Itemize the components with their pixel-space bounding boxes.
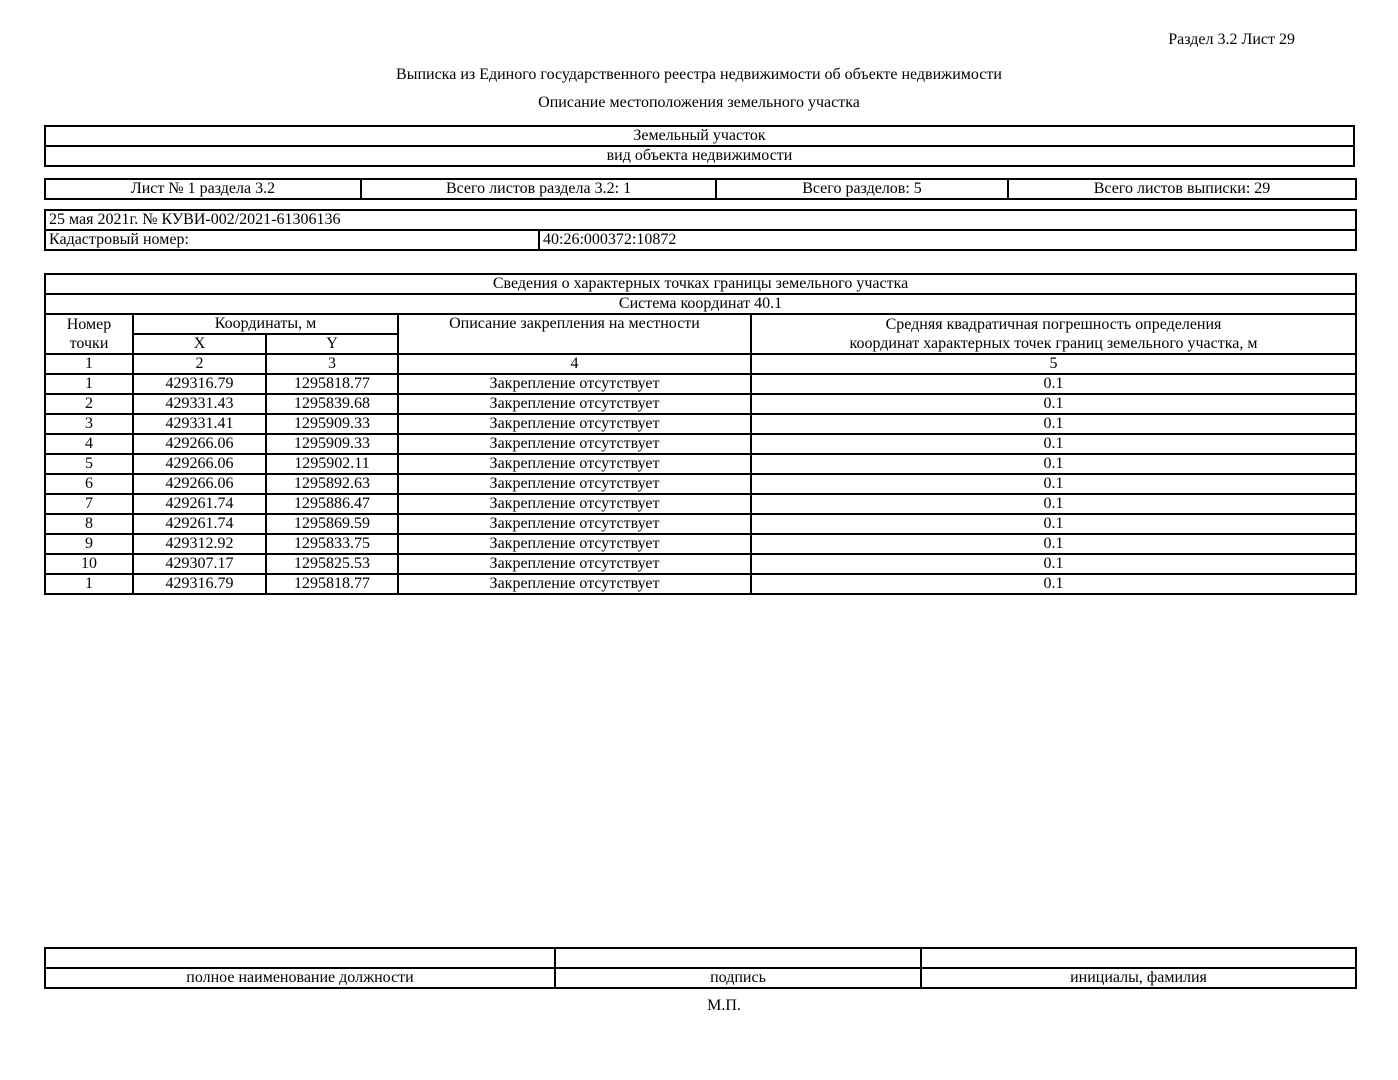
col-y: Y bbox=[266, 334, 398, 354]
coord-x: 429331.43 bbox=[133, 394, 266, 414]
coord-x: 429261.74 bbox=[133, 514, 266, 534]
table-row bbox=[45, 494, 1356, 514]
name-field bbox=[921, 948, 1356, 968]
coord-y: 1295902.11 bbox=[266, 454, 398, 474]
col-num-5: 5 bbox=[751, 354, 1356, 374]
coord-y: 1295833.75 bbox=[266, 534, 398, 554]
coord-y: 1295869.59 bbox=[266, 514, 398, 534]
error-value: 0.1 bbox=[751, 534, 1356, 554]
signature-caption: подпись bbox=[555, 968, 921, 988]
fixing-description: Закрепление отсутствует bbox=[398, 374, 751, 394]
point-number: 7 bbox=[45, 494, 133, 514]
error-value: 0.1 bbox=[751, 574, 1356, 594]
coord-y: 1295909.33 bbox=[266, 434, 398, 454]
point-number: 10 bbox=[45, 554, 133, 574]
table-row bbox=[45, 454, 1356, 474]
stamp-place: М.П. bbox=[707, 997, 741, 1014]
coord-x: 429266.06 bbox=[133, 454, 266, 474]
coordinate-system: Система координат 40.1 bbox=[45, 294, 1356, 314]
object-type-table bbox=[44, 125, 1355, 167]
position-field bbox=[45, 948, 555, 968]
total-sections: Всего разделов: 5 bbox=[716, 179, 1008, 199]
error-value: 0.1 bbox=[751, 374, 1356, 394]
table-row bbox=[45, 474, 1356, 494]
coord-y: 1295892.63 bbox=[266, 474, 398, 494]
coord-x: 429316.79 bbox=[133, 574, 266, 594]
col-x: X bbox=[133, 334, 266, 354]
coord-y: 1295818.77 bbox=[266, 374, 398, 394]
object-type: Земельный участок bbox=[45, 126, 1354, 146]
table-row bbox=[45, 574, 1356, 594]
coord-y: 1295825.53 bbox=[266, 554, 398, 574]
col-coordinates: Координаты, м bbox=[133, 314, 398, 334]
error-value: 0.1 bbox=[751, 514, 1356, 534]
fixing-description: Закрепление отсутствует bbox=[398, 434, 751, 454]
table-row bbox=[45, 394, 1356, 414]
coord-x: 429316.79 bbox=[133, 374, 266, 394]
coord-x: 429307.17 bbox=[133, 554, 266, 574]
coord-x: 429261.74 bbox=[133, 494, 266, 514]
boundary-points-table bbox=[44, 273, 1357, 595]
fixing-description: Закрепление отсутствует bbox=[398, 454, 751, 474]
table-row bbox=[45, 554, 1356, 574]
col-num-1: 1 bbox=[45, 354, 133, 374]
coord-x: 429312.92 bbox=[133, 534, 266, 554]
error-value: 0.1 bbox=[751, 454, 1356, 474]
error-value: 0.1 bbox=[751, 494, 1356, 514]
coord-y: 1295839.68 bbox=[266, 394, 398, 414]
coord-x: 429266.06 bbox=[133, 474, 266, 494]
point-number: 1 bbox=[45, 374, 133, 394]
col-num-3: 3 bbox=[266, 354, 398, 374]
points-table-title: Сведения о характерных точках границы земельного участка bbox=[45, 274, 1356, 294]
point-number: 8 bbox=[45, 514, 133, 534]
name-caption: инициалы, фамилия bbox=[921, 968, 1356, 988]
cadastral-number: 40:26:000372:10872 bbox=[539, 230, 1356, 250]
page-reference: Раздел 3.2 Лист 29 bbox=[1168, 31, 1295, 48]
position-caption: полное наименование должности bbox=[45, 968, 555, 988]
cadastral-label: Кадастровый номер: bbox=[45, 230, 539, 250]
fixing-description: Закрепление отсутствует bbox=[398, 414, 751, 434]
error-value: 0.1 bbox=[751, 474, 1356, 494]
extract-date-number: 25 мая 2021г. № КУВИ-002/2021-61306136 bbox=[45, 210, 1356, 230]
coord-x: 429331.41 bbox=[133, 414, 266, 434]
col-point-number: Номер точки bbox=[45, 314, 133, 354]
table-row bbox=[45, 534, 1356, 554]
coord-y: 1295818.77 bbox=[266, 574, 398, 594]
table-row bbox=[45, 434, 1356, 454]
sheet-info-table bbox=[44, 178, 1357, 200]
col-error-line2: координат характерных точек границ земельного участка, м bbox=[849, 335, 1258, 352]
fixing-description: Закрепление отсутствует bbox=[398, 494, 751, 514]
col-error-line1: Средняя квадратичная погрешность определения bbox=[885, 316, 1222, 333]
fixing-description: Закрепление отсутствует bbox=[398, 554, 751, 574]
table-row bbox=[45, 374, 1356, 394]
signature-field bbox=[555, 948, 921, 968]
total-section-sheets: Всего листов раздела 3.2: 1 bbox=[361, 179, 716, 199]
col-num-4: 4 bbox=[398, 354, 751, 374]
coord-x: 429266.06 bbox=[133, 434, 266, 454]
total-extract-sheets: Всего листов выписки: 29 bbox=[1008, 179, 1356, 199]
point-number: 5 bbox=[45, 454, 133, 474]
point-number: 4 bbox=[45, 434, 133, 454]
document-title: Выписка из Единого государственного реестра недвижимости об объекте недвижимости bbox=[396, 66, 1002, 83]
object-type-caption: вид объекта недвижимости bbox=[45, 146, 1354, 166]
coord-y: 1295909.33 bbox=[266, 414, 398, 434]
coord-y: 1295886.47 bbox=[266, 494, 398, 514]
table-row bbox=[45, 414, 1356, 434]
col-error bbox=[751, 314, 1356, 354]
fixing-description: Закрепление отсутствует bbox=[398, 534, 751, 554]
col-fixing-description: Описание закрепления на местности bbox=[398, 314, 751, 354]
error-value: 0.1 bbox=[751, 434, 1356, 454]
table-row bbox=[45, 514, 1356, 534]
signature-table bbox=[44, 947, 1357, 989]
point-number: 2 bbox=[45, 394, 133, 414]
document-subtitle: Описание местоположения земельного участка bbox=[538, 94, 860, 111]
registry-table bbox=[44, 209, 1357, 251]
fixing-description: Закрепление отсутствует bbox=[398, 394, 751, 414]
sheet-number: Лист № 1 раздела 3.2 bbox=[45, 179, 361, 199]
fixing-description: Закрепление отсутствует bbox=[398, 514, 751, 534]
fixing-description: Закрепление отсутствует bbox=[398, 574, 751, 594]
error-value: 0.1 bbox=[751, 414, 1356, 434]
point-number: 3 bbox=[45, 414, 133, 434]
error-value: 0.1 bbox=[751, 554, 1356, 574]
fixing-description: Закрепление отсутствует bbox=[398, 474, 751, 494]
point-number: 9 bbox=[45, 534, 133, 554]
error-value: 0.1 bbox=[751, 394, 1356, 414]
point-number: 1 bbox=[45, 574, 133, 594]
point-number: 6 bbox=[45, 474, 133, 494]
col-num-2: 2 bbox=[133, 354, 266, 374]
